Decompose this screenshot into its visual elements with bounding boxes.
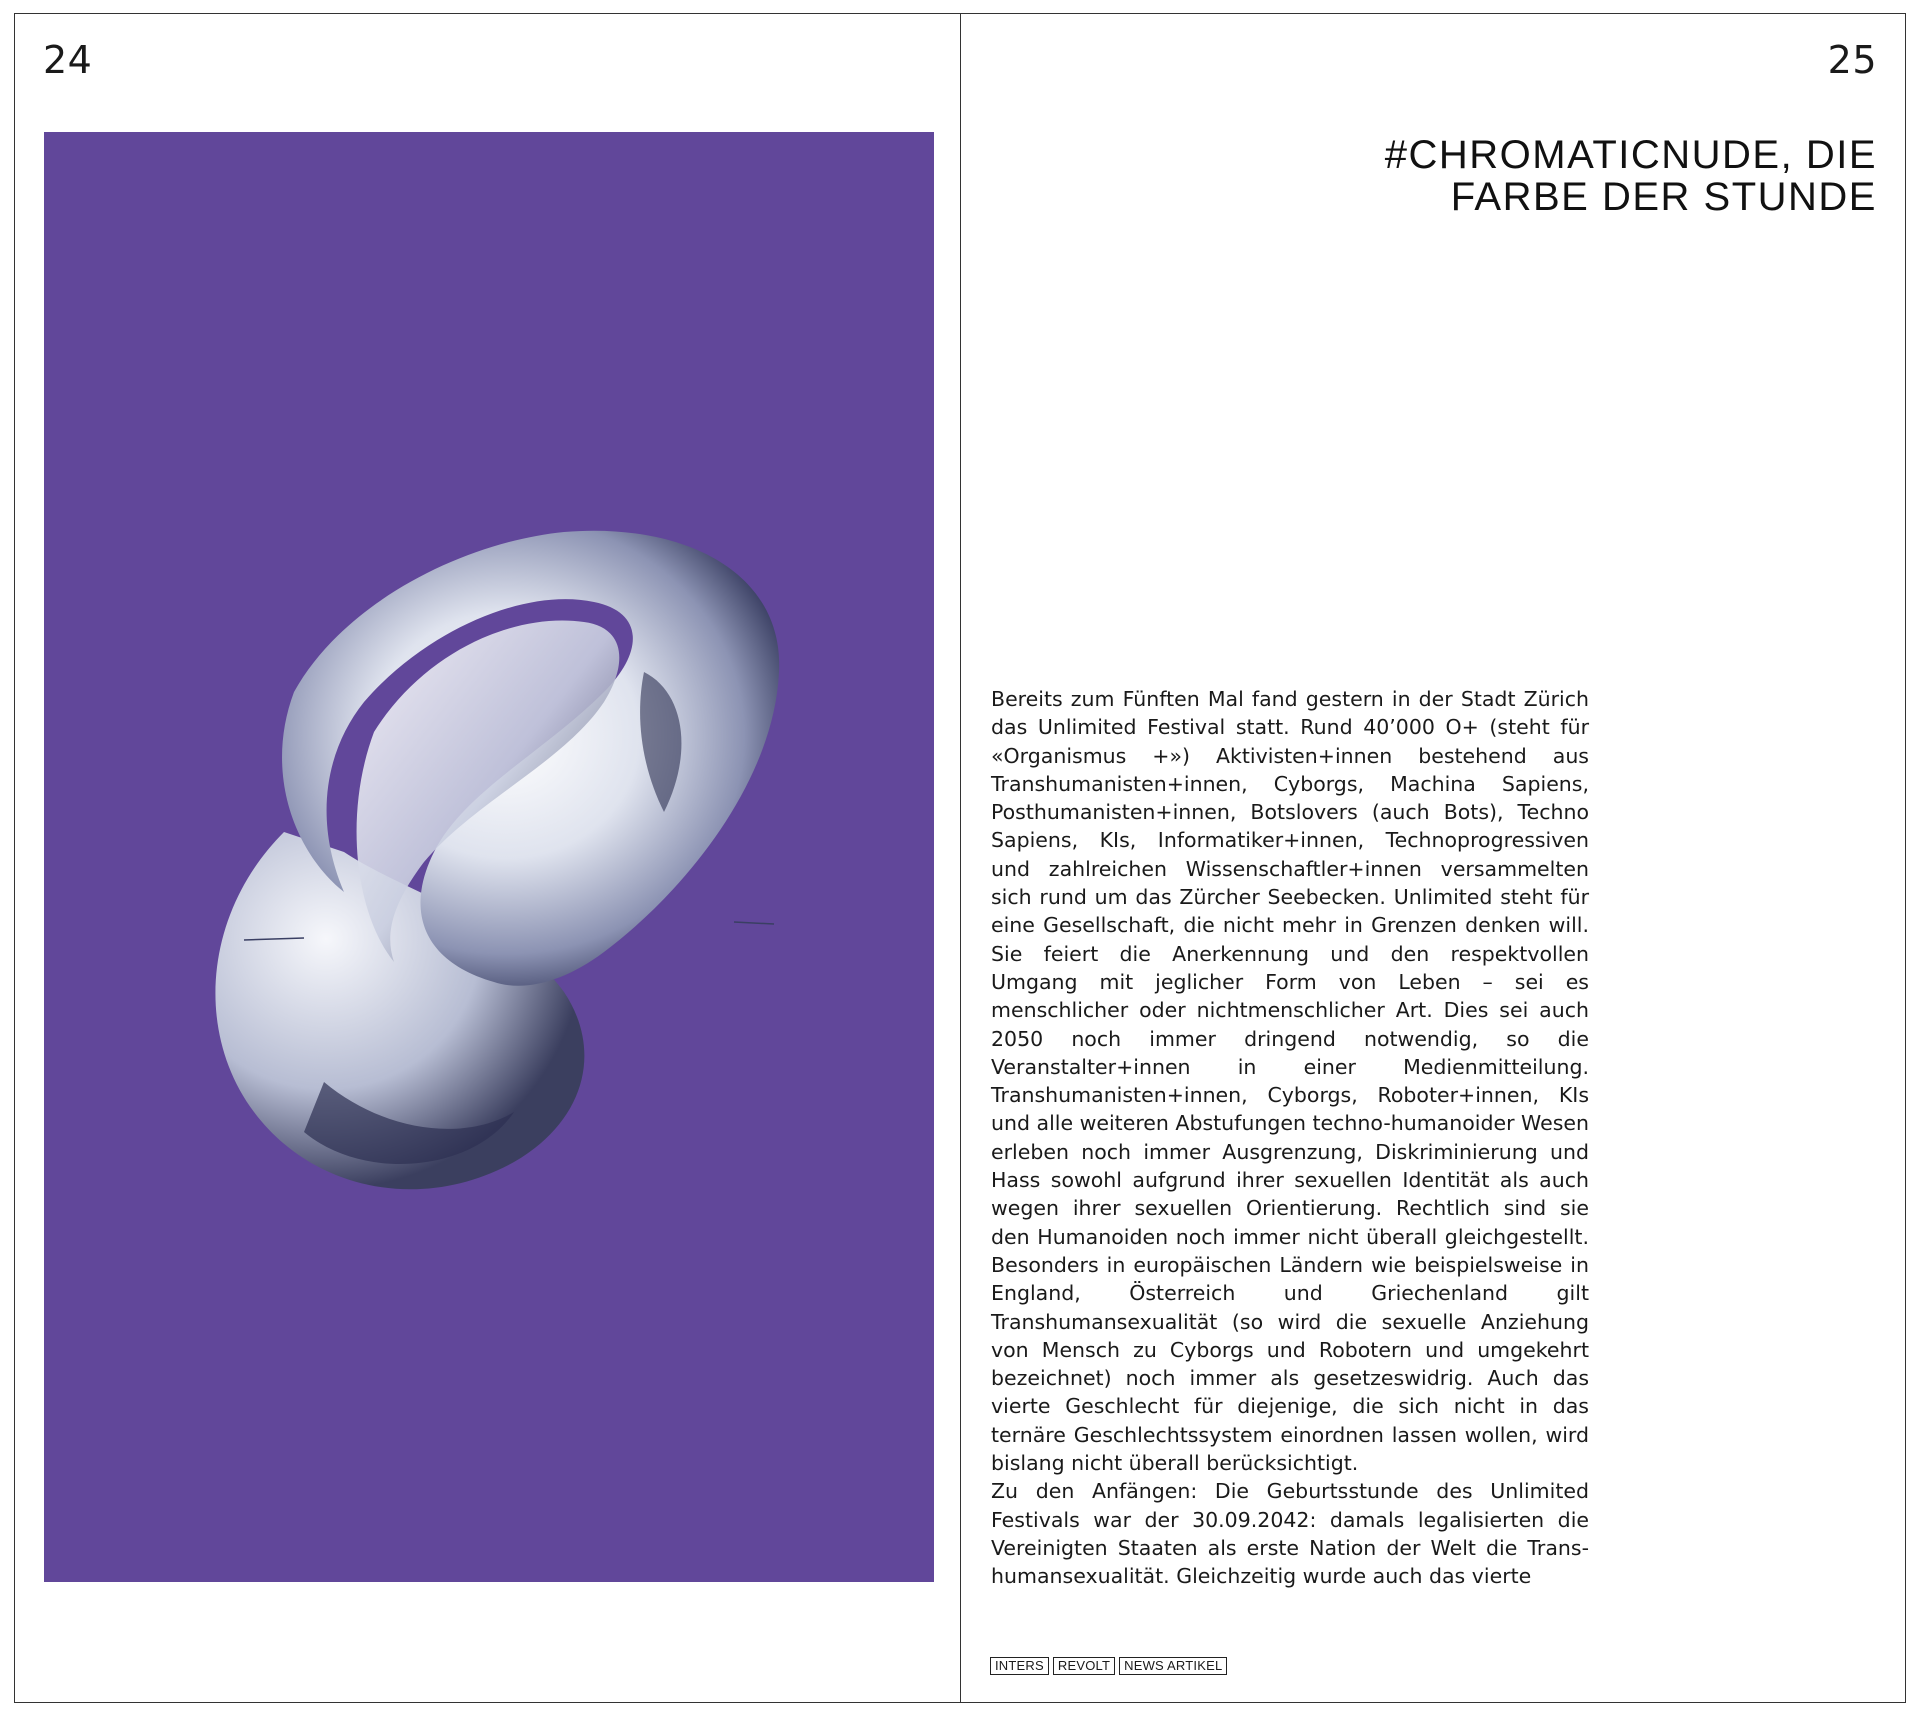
headline-line-2: FARBE DER STUNDE (1450, 175, 1877, 219)
body-paragraph-2: Zu den Anfängen: Die Geburtsstunde des Unlimited Festivals war der 30.09.2042: damals legalisierten die Vereinigten Staaten als erste Nation der Welt die Transhumansexualität. Gleichzeitig wurde auch das vierte (991, 1479, 1589, 1589)
article-headline (1385, 134, 1877, 218)
page-gutter (960, 14, 961, 1702)
tag-revolt: REVOLT (1053, 1657, 1115, 1675)
headline-line-1: #CHROMATICNUDE, DIE (1384, 133, 1877, 177)
article-body (991, 685, 1589, 1591)
page-number-left: 24 (43, 38, 93, 82)
article-tags (990, 1657, 1227, 1675)
tag-inters: INTERS (990, 1657, 1049, 1675)
abstract-sculpture-graphic (44, 132, 934, 1582)
sculpture-image (44, 132, 934, 1582)
tag-news-artikel: NEWS ARTIKEL (1119, 1657, 1227, 1675)
body-paragraph-1: Bereits zum Fünften Mal fand gestern in der Stadt Zürich das Unlimited Festival statt. Rund 40’000 O+ (steht für «Organismus +») Aktivisten+innen bestehend aus Transhumanisten+innen, Cyborgs, Machina Sapiens, Posthumanisten+innen, Botslovers (auch Bots), Techno Sapiens, KIs, Informatiker+innen, Technoprogressiven und zahlreichen Wissenschaftler+innen versammelten sich rund um das Zürcher Seebecken. Unlimited steht für eine Gesellschaft, die nicht mehr in Grenzen denken will. Sie feiert die Anerkennung und den respektvollen Umgang mit jeglicher Form von Leben – sei es menschlicher oder nichtmenschlicher Art. Dies sei auch 2050 noch immer dringend notwendig, so die Veranstalter+innen in einer Medienmitteilung. Transhumanisten+innen, Cyborgs, Roboter+innen, KIs und alle weiteren Abstufungen techno-humanoider Wesen erleben noch immer Ausgrenzung, Diskriminierung und Hass sowohl aufgrund ihrer sexuellen Identität als auch wegen ihrer sexuellen Orientierung. Rechtlich sind sie den Humanoiden noch immer nicht überall gleichgestellt. Besonders in europäischen Ländern wie beispielsweise in England, Österreich und Griechenland gilt Transhumansexualität (so wird die sexuelle Anziehung von Mensch zu Cyborgs und Robotern und umgekehrt bezeichnet) noch immer als gesetzeswidrig. Auch das vierte Geschlecht für diejenige, die sich nicht in das ternäre Geschlechtssystem einordnen lassen wollen, wird bislang nicht überall berücksichtigt. (991, 687, 1590, 1476)
page-number-right: 25 (1827, 38, 1877, 82)
magazine-spread (14, 13, 1906, 1703)
